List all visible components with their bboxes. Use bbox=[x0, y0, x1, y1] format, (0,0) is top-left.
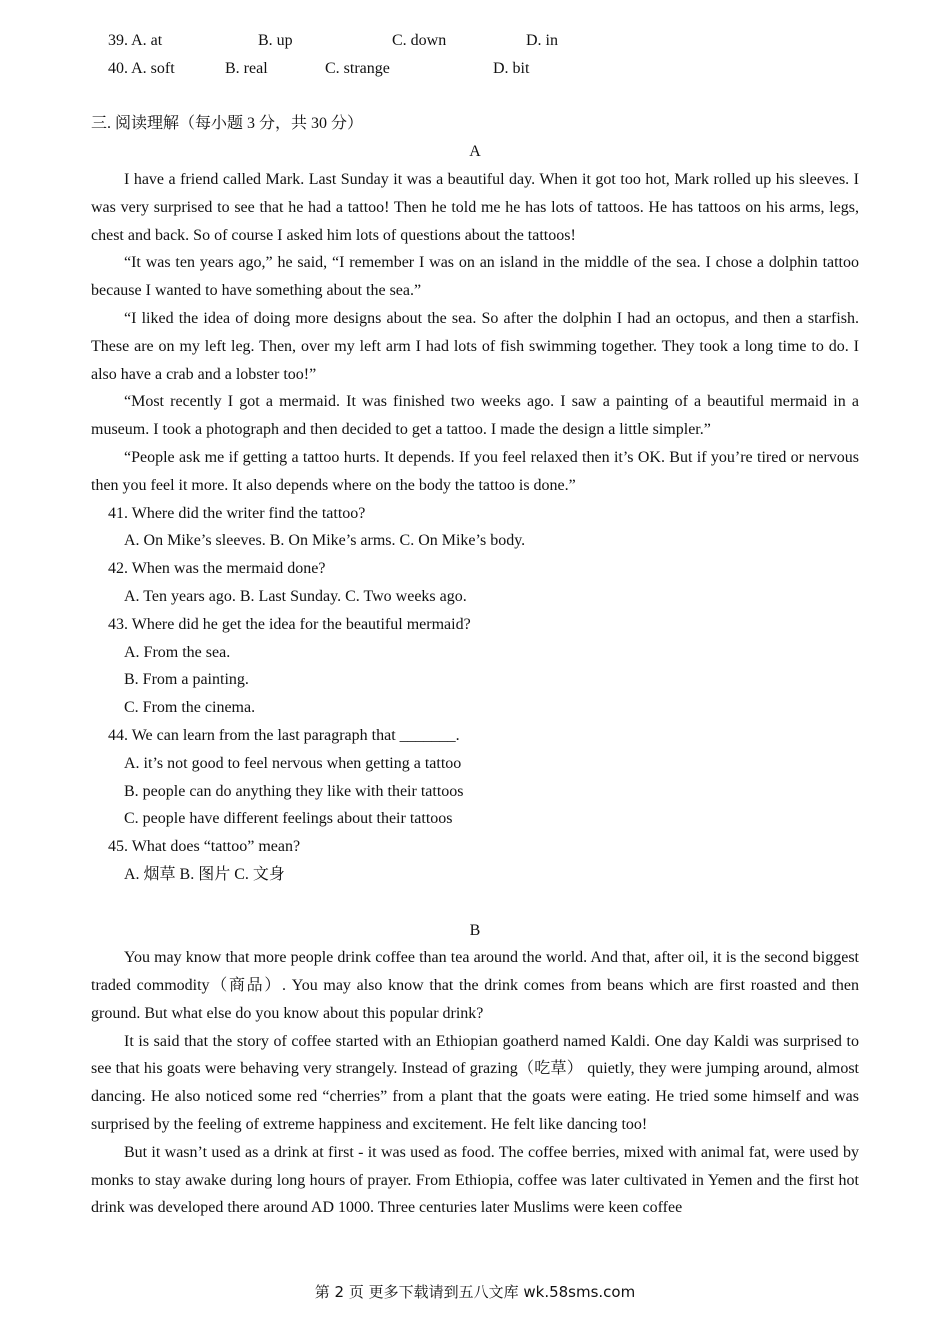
option-39-a: 39. A. at bbox=[108, 32, 163, 49]
passage-a-paragraph-5: “People ask me if getting a tattoo hurts. It depends. If you feel relaxed then it’s OK. But if you’re tired or nervous then you feel it more. It also depends where on the body the tattoo is done.” bbox=[91, 448, 859, 494]
option-40-c: C. strange bbox=[325, 59, 390, 77]
option-40-d: D. bit bbox=[493, 59, 530, 77]
question-44-option-c: C. people have different feelings about their tattoos bbox=[124, 810, 453, 828]
question-41: 41. Where did the writer find the tattoo? bbox=[108, 504, 366, 522]
question-43: 43. Where did he get the idea for the beautiful mermaid? bbox=[108, 615, 471, 633]
question-42: 42. When was the mermaid done? bbox=[108, 560, 326, 578]
question-44: 44. We can learn from the last paragraph that _______. bbox=[108, 726, 460, 744]
section-title: 三. 阅读理解（每小题 3 分，共 30 分） bbox=[91, 115, 364, 133]
passage-b-label: B bbox=[469, 921, 481, 939]
page-footer: 第 2 页 更多下载请到五八文库 wk.58sms.com bbox=[314, 1283, 636, 1301]
passage-a-label: A bbox=[469, 143, 481, 161]
passage-a-paragraph-3: “I liked the idea of doing more designs about the sea. So after the dolphin I had an octopus, and then a starfish. These are on my left leg. Then, over my left arm I had lots of fish swimming together. They took a long time to do. I also have a crab and a lobster too!” bbox=[91, 309, 859, 383]
passage-a-paragraph-2: “It was ten years ago,” he said, “I remember I was on an island in the middle of the sea. I chose a dolphin tattoo because I wanted to have something about the sea.” bbox=[91, 254, 859, 300]
question-45-options: A. 烟草 B. 图片 C. 文身 bbox=[124, 865, 285, 883]
option-39-b: B. up bbox=[258, 32, 293, 49]
question-43-option-b: B. From a painting. bbox=[124, 671, 249, 689]
spacer bbox=[91, 889, 859, 917]
cloze-option-row-40 bbox=[91, 55, 859, 83]
option-40-a: 40. A. soft bbox=[108, 59, 175, 77]
passage-a-paragraph-1: I have a friend called Mark. Last Sunday it was a beautiful day. When it got too hot, Mark rolled up his sleeves. I was very surprised to see that he had a tattoo! Then he told me he has lots of tattoos. He has tattoos on his arms, legs, chest and back. So of course I asked him lots of questions about the tattoos! bbox=[91, 170, 859, 244]
passage-a-paragraph-4: “Most recently I got a mermaid. It was finished two weeks ago. I saw a painting of a beautiful mermaid in a museum. I took a photograph and then decided to get a tattoo. I made the design a little simpler.” bbox=[91, 393, 859, 439]
option-39-d: D. in bbox=[526, 32, 558, 49]
question-42-options: A. Ten years ago. B. Last Sunday. C. Two weeks ago. bbox=[124, 587, 467, 605]
option-39-c: C. down bbox=[392, 32, 447, 49]
passage-b-paragraph-2: It is said that the story of coffee started with an Ethiopian goatherd named Kaldi. One day Kaldi was surprised to see that his goats were behaving very strangely. Instead of grazing（吃草） quietly, they were jumping around, almost dancing. He also noticed some red “cherries” from a plant that the goats were eating. He tried some himself and was surprised by the feeling of extreme happiness and excitement. He felt like dancing too! bbox=[91, 1032, 859, 1134]
question-43-option-c: C. From the cinema. bbox=[124, 699, 256, 717]
passage-b-paragraph-3: But it wasn’t used as a drink at first - it was used as food. The coffee berries, mixed with animal fat, were used by monks to stay awake during long hours of prayer. From Ethiopia, coffee was later cultivated in Yemen and the first hot drink was developed there around AD 1000. Three centuries later Muslims were keen coffee bbox=[91, 1143, 859, 1217]
option-40-b: B. real bbox=[225, 59, 268, 77]
question-41-options: A. On Mike’s sleeves. B. On Mike’s arms. C. On Mike’s body. bbox=[124, 532, 526, 550]
document-page bbox=[91, 27, 859, 1222]
question-45: 45. What does “tattoo” mean? bbox=[108, 838, 301, 856]
cloze-option-row-39 bbox=[91, 27, 859, 55]
question-43-option-a: A. From the sea. bbox=[124, 643, 231, 661]
passage-b-paragraph-1: You may know that more people drink coffee than tea around the world. And that, after oil, it is the second biggest traded commodity（商品）. You may also know that the drink comes from beans which are first roasted and then ground. But what else do you know about this popular drink? bbox=[91, 949, 859, 1022]
question-44-option-a: A. it’s not good to feel nervous when getting a tattoo bbox=[124, 754, 462, 772]
question-44-option-b: B. people can do anything they like with their tattoos bbox=[124, 782, 464, 800]
